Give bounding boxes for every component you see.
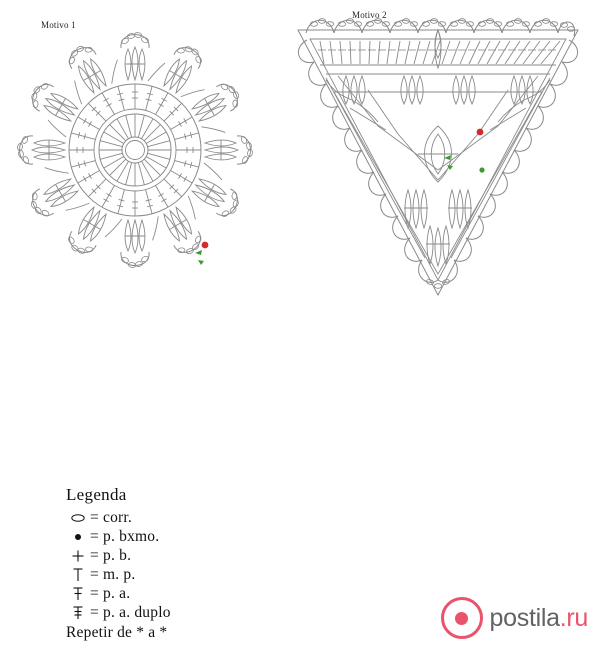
legend-item-bxmo: [66, 527, 386, 546]
motif1-label: Motivo 1: [41, 20, 76, 30]
legend-item-mp: [66, 565, 386, 584]
tee-icon: [66, 567, 90, 583]
legend-label: = p. b.: [90, 546, 132, 564]
watermark: [441, 597, 588, 639]
legend-label: = p. a. duplo: [90, 603, 171, 621]
watermark-text: [490, 604, 588, 633]
tee-two-bars-icon: [66, 605, 90, 621]
legend-footer: Repetir de * a *: [66, 624, 168, 641]
motif1-start-markers: [195, 242, 208, 265]
watermark-text-dark: postila: [489, 603, 560, 632]
legend-label: = corr.: [90, 508, 132, 526]
legend-label: = m. p.: [90, 565, 136, 583]
chain-oval-icon: [66, 513, 90, 523]
filled-dot-icon: [66, 532, 90, 542]
plus-icon: [66, 549, 90, 563]
legend-label: = p. bxmo.: [90, 527, 160, 545]
motif2-group: [298, 19, 578, 295]
legend-title: Legenda: [66, 485, 127, 504]
legend-item-corr: [66, 508, 386, 527]
legend-label: = p. a.: [90, 584, 131, 602]
legend-item-pb: [66, 546, 386, 565]
tee-one-bar-icon: [66, 586, 90, 602]
watermark-text-accent: .ru: [559, 603, 588, 632]
legend-item-pa-duplo: [66, 603, 386, 622]
motif2-label: Motivo 2: [352, 10, 387, 20]
legend: [66, 485, 386, 642]
legend-item-pa: [66, 584, 386, 603]
motif1-group: [17, 32, 253, 268]
postila-logo-icon: [441, 597, 483, 639]
